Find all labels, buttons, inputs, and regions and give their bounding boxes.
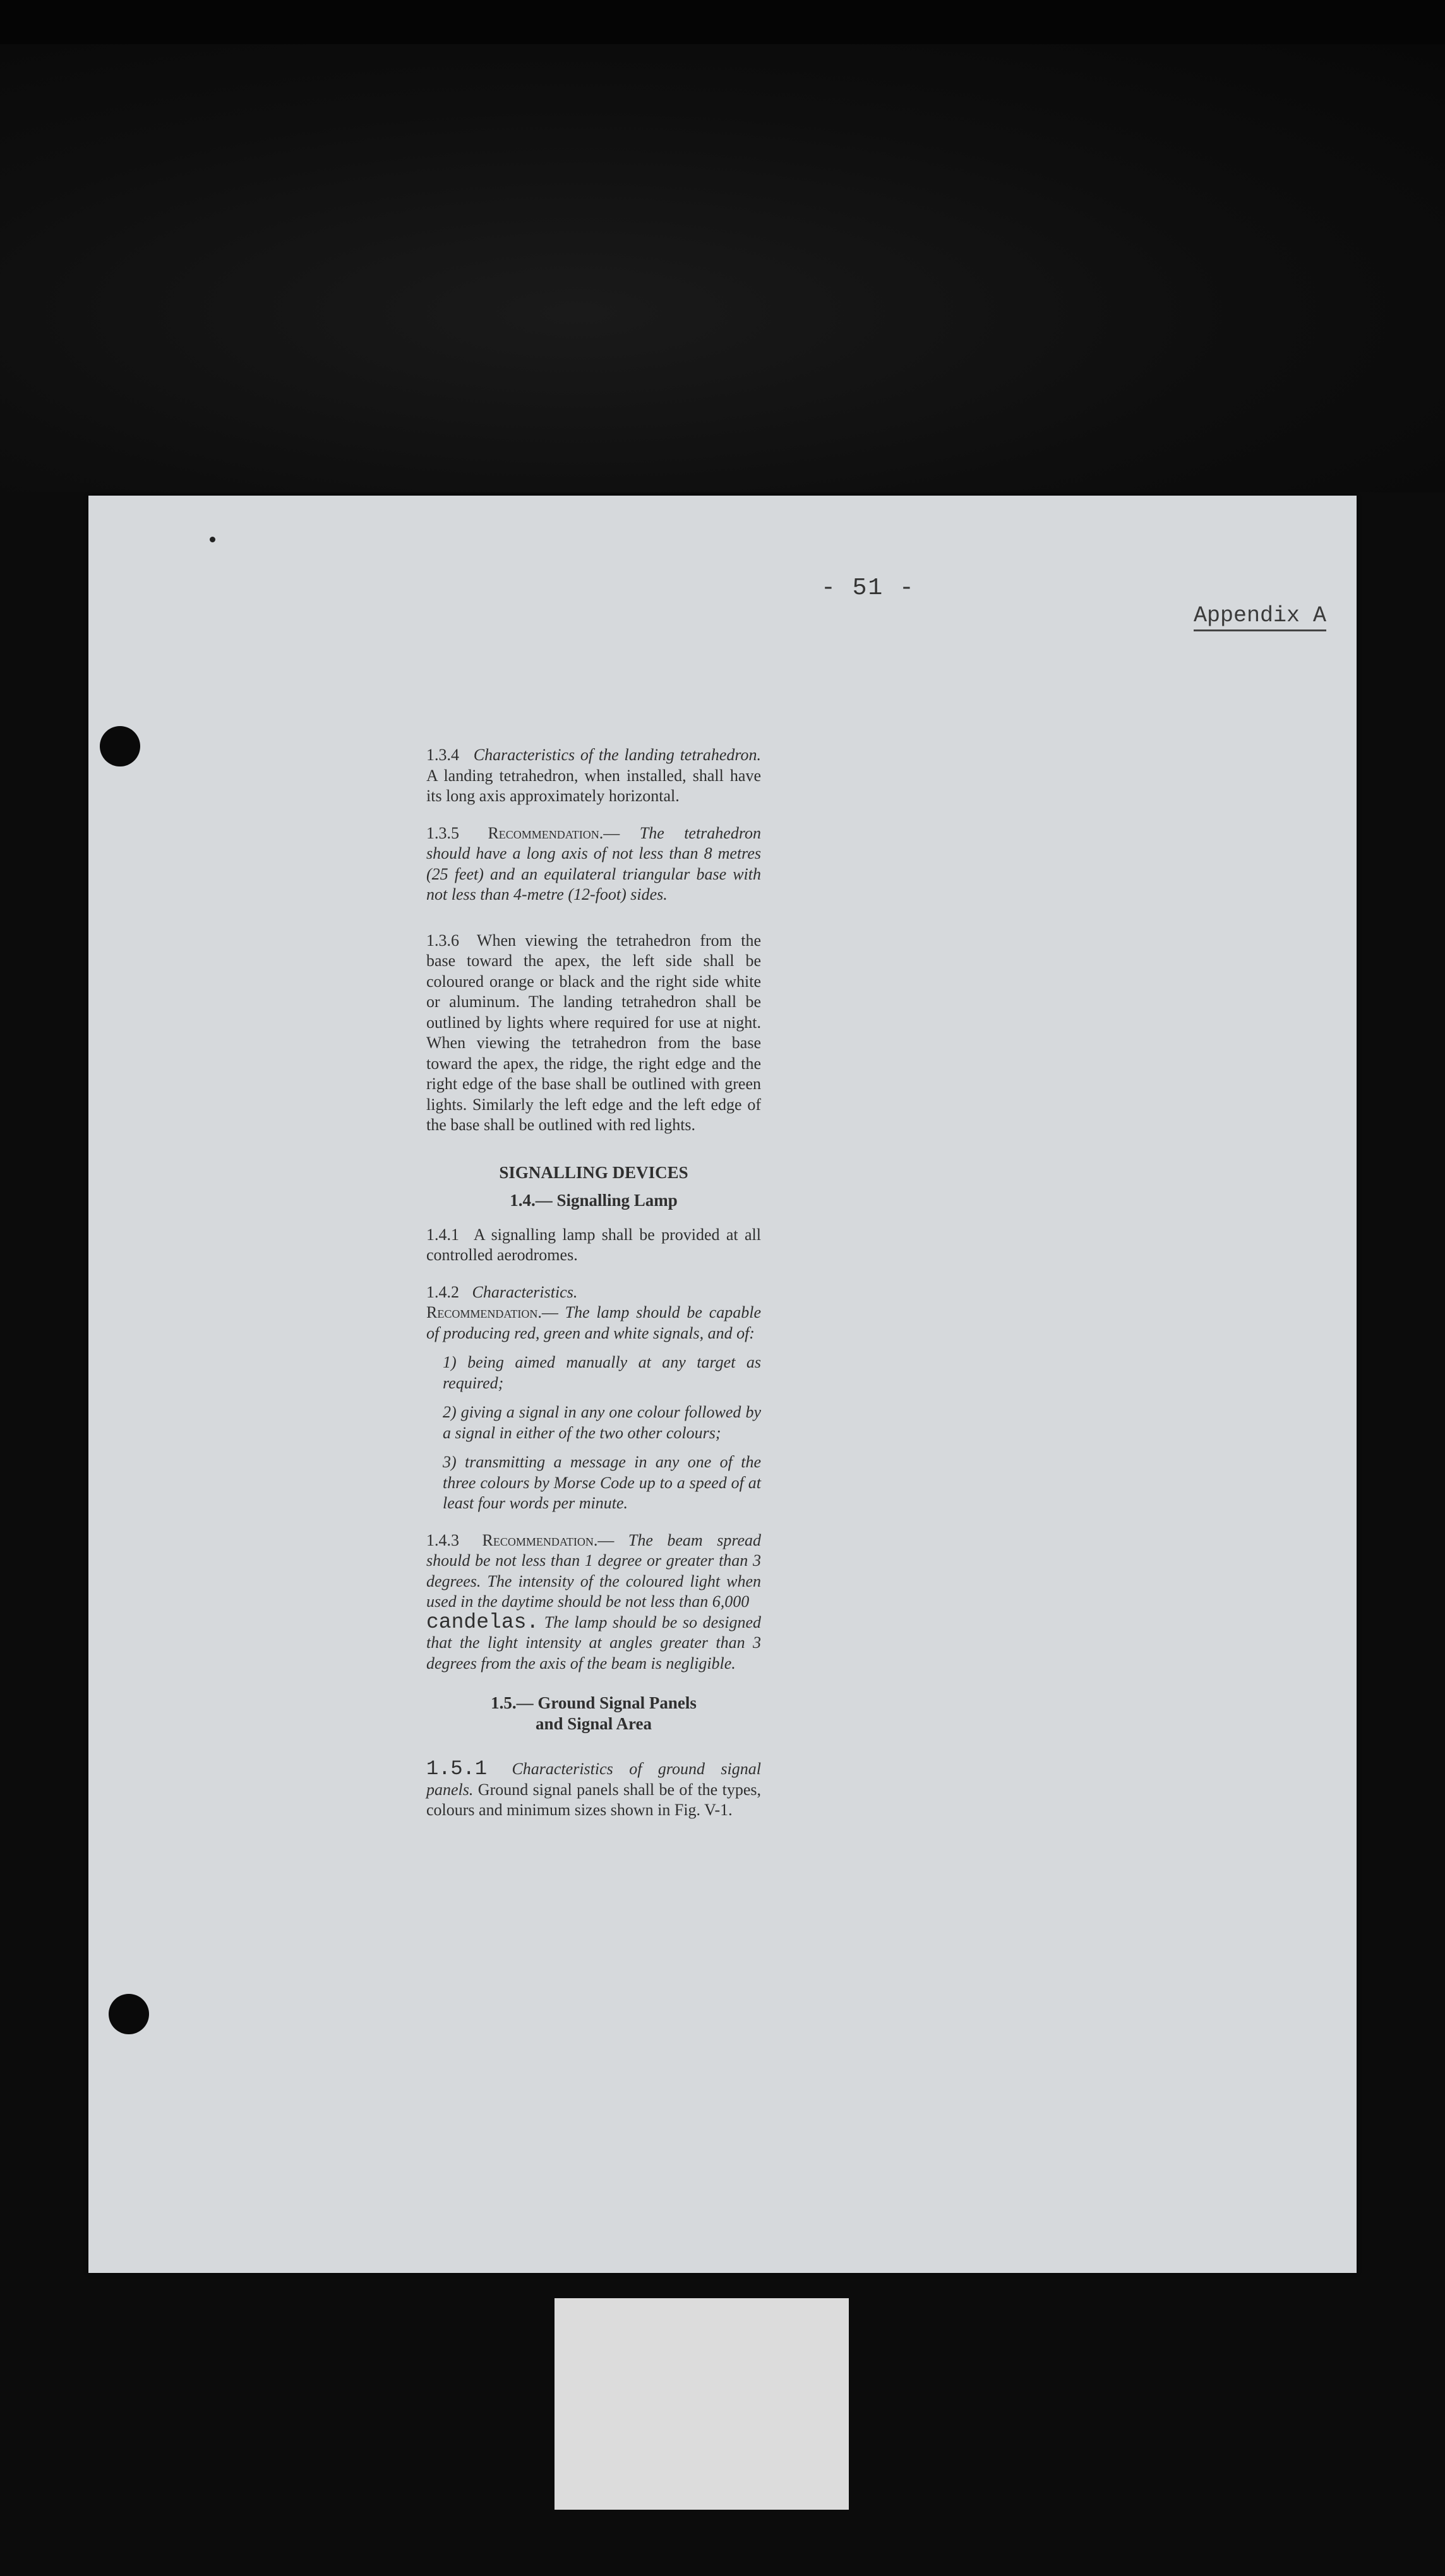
section-title: Characteristics of ground signal panels. (426, 1760, 762, 1799)
white-target-slip (555, 2298, 849, 2510)
section-title: Characteristics. (472, 1282, 578, 1301)
appendix-label: Appendix A (1194, 603, 1326, 631)
ground-signal-heading-line2: and Signal Area (535, 1714, 652, 1733)
section-text: Ground signal panels shall be of the types, colours and minimum sizes shown in Fig. V-1. (426, 1780, 761, 1819)
section-1-4-3 (426, 1530, 761, 1674)
section-1-3-5 (426, 823, 761, 905)
ground-signal-heading: 1.5.— Ground Signal Panels (491, 1693, 697, 1712)
list-item: 2) giving a signal in any one colour followed by a signal in either of the two other colours; (443, 1403, 761, 1442)
list-item: 3) transmitting a message in any one of the three colours by Morse Code up to a speed of at least four words per minute. (443, 1453, 761, 1512)
section-text: The beam spread should be not less than 1 degree or greater than 3 degrees. The intensity of the coloured light when used in the daytime should be not less than 6,000 (426, 1530, 762, 1611)
document-page (88, 496, 1357, 2273)
section-1-4-2 (426, 1282, 761, 1514)
section-number: 1.4.1 (426, 1225, 459, 1244)
section-1-4-1 (426, 1225, 761, 1266)
signalling-devices-heading: SIGNALLING DEVICES (499, 1162, 688, 1182)
section-number: 1.4.2 (426, 1282, 459, 1301)
speck-mark (210, 537, 215, 542)
recommendation-label: Recommendation.— (482, 1530, 615, 1549)
section-text: The tetrahedron should have a long axis of not less than 8 metres (25 feet) and an equilateral triangular base with not less than 4-metre (12-foot) sides. (426, 823, 761, 903)
film-border-top (0, 0, 1445, 44)
section-1-3-4 (426, 745, 761, 807)
page-number: - 51 - (821, 575, 915, 602)
recommendation-label: Recommendation.— (488, 823, 620, 842)
section-number: 1.3.5 (426, 823, 459, 842)
section-number: 1.5.1 (426, 1757, 488, 1780)
section-1-5-1 (426, 1759, 761, 1821)
section-title: Characteristics of the landing tetrahedron. (473, 746, 762, 764)
punch-hole-bottom (109, 1994, 149, 2034)
section-text: A landing tetrahedron, when installed, shall have its long axis approximately horizontal. (426, 766, 761, 805)
section-1-3-6 (426, 931, 761, 1136)
section-text: When viewing the tetrahedron from the base toward the apex, the left side shall be coloured orange or black and the right side white or aluminum. The landing tetrahedron shall be outlined by lights where required for use at night. When viewing the tetrahedron from the base toward the apex, the ridge, the right edge and the right edge of the base shall be outlined with green lights. Similarly the left edge and the left edge of the base shall be outlined with red lights. (426, 931, 762, 1134)
film-background (0, 44, 1445, 492)
section-number: 1.4.3 (426, 1530, 459, 1549)
section-number: 1.3.4 (426, 746, 459, 764)
section-text: A signalling lamp shall be provided at all controlled aerodromes. (426, 1225, 761, 1264)
typed-correction: candelas. (426, 1610, 539, 1634)
punch-hole-top (100, 726, 140, 766)
list-item: 1) being aimed manually at any target as required; (443, 1353, 761, 1392)
document-body (426, 745, 761, 1837)
section-text: The lamp should be capable of producing red, green and white signals, and of: (426, 1303, 762, 1342)
signalling-lamp-heading: 1.4.— Signalling Lamp (510, 1191, 678, 1210)
recommendation-label: Recommendation.— (426, 1303, 558, 1321)
section-number: 1.3.6 (426, 931, 459, 950)
section-text: The lamp should be so designed that the light intensity at angles greater than 3 degrees from the axis of the beam is negligible. (426, 1613, 762, 1673)
